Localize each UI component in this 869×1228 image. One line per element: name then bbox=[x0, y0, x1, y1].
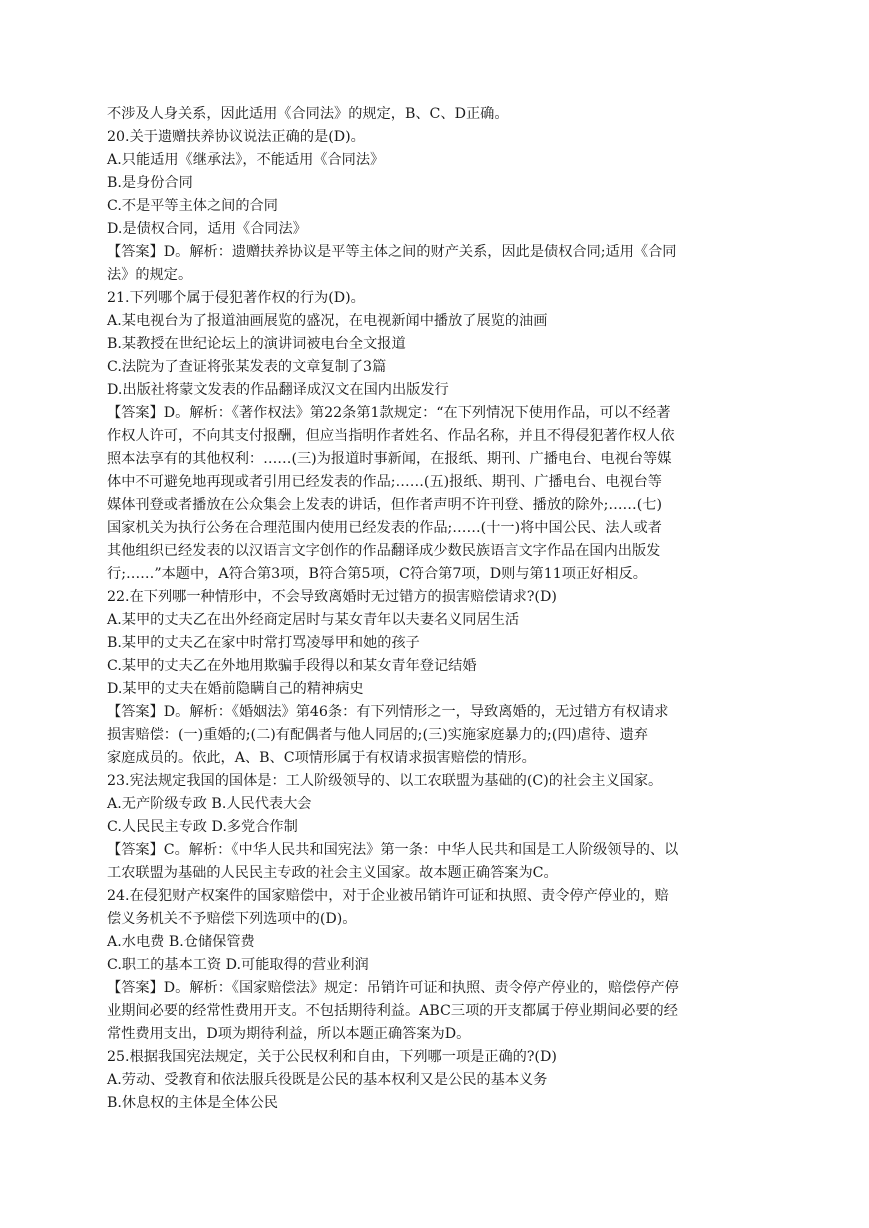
text-line: A.只能适用《继承法》，不能适用《合同法》 bbox=[107, 152, 385, 168]
text-line: 24.在侵犯财产权案件的国家赔偿中，对于企业被吊销许可证和执照、责令停产停业的，赔 bbox=[107, 888, 669, 904]
text-line: 照本法享有的其他权利：……(三)为报道时事新闻，在报纸、期刊、广播电台、电视台等媒 bbox=[107, 451, 672, 467]
text-line: B.休息权的主体是全体公民 bbox=[107, 1095, 278, 1111]
text-line: 家庭成员的。依此，A、B、C项情形属于有权请求损害赔偿的情形。 bbox=[107, 750, 536, 766]
text-line: 22.在下列哪一种情形中，不会导致离婚时无过错方的损害赔偿请求?(D) bbox=[107, 589, 557, 605]
text-line: C.职工的基本工资 D.可能取得的营业利润 bbox=[107, 957, 369, 973]
text-line: C.法院为了查证将张某发表的文章复制了3篇 bbox=[107, 359, 387, 375]
text-line: B.某甲的丈夫乙在家中时常打骂凌辱甲和她的孩子 bbox=[107, 635, 420, 651]
text-line: 其他组织已经发表的以汉语言文字创作的作品翻译成少数民族语言文字作品在国内出版发 bbox=[107, 543, 661, 559]
text-line: D.某甲的丈夫在婚前隐瞒自己的精神病史 bbox=[107, 681, 364, 697]
text-line: 【答案】C。解析：《中华人民共和国宪法》第一条：中华人民共和国是工人阶级领导的、以 bbox=[107, 842, 679, 858]
text-line: 25.根据我国宪法规定，关于公民权利和自由，下列哪一项是正确的?(D) bbox=[107, 1049, 557, 1065]
text-line: 工农联盟为基础的人民民主专政的社会主义国家。故本题正确答案为C。 bbox=[107, 865, 558, 881]
text-line: 媒体刊登或者播放在公众集会上发表的讲话，但作者声明不许刊登、播放的除外;……(七) bbox=[107, 497, 662, 513]
text-line: 【答案】D。解析：《著作权法》第22条第1款规定：“在下列情况下使用作品，可以不经著 bbox=[107, 405, 671, 421]
text-line: 偿义务机关不予赔偿下列选项中的(D)。 bbox=[107, 911, 357, 927]
text-line: A.劳动、受教育和依法服兵役既是公民的基本权利又是公民的基本义务 bbox=[107, 1072, 548, 1088]
text-line: B.是身份合同 bbox=[107, 175, 193, 191]
text-line: A.水电费 B.仓储保管费 bbox=[107, 934, 255, 950]
document-page bbox=[107, 103, 771, 1115]
text-line: C.人民民主专政 D.多党合作制 bbox=[107, 819, 298, 835]
text-line: 国家机关为执行公务在合理范围内使用已经发表的作品;……(十一)将中国公民、法人或者 bbox=[107, 520, 662, 536]
text-line: 体中不可避免地再现或者引用已经发表的作品;……(五)报纸、期刊、广播电台、电视台等 bbox=[107, 474, 662, 490]
text-line: B.某教授在世纪论坛上的演讲词被电台全文报道 bbox=[107, 336, 406, 352]
text-line: C.不是平等主体之间的合同 bbox=[107, 198, 278, 214]
text-line: 行;……”本题中，A符合第3项，B符合第5项，C符合第7项，D则与第11项正好相反。 bbox=[107, 566, 647, 582]
text-line: 不涉及人身关系，因此适用《合同法》的规定，B、C、D正确。 bbox=[107, 106, 509, 122]
text-line: D.是债权合同，适用《合同法》 bbox=[107, 221, 307, 237]
text-line: 21.下列哪个属于侵犯著作权的行为(D)。 bbox=[107, 290, 365, 306]
text-line: 常性费用支出，D项为期待利益，所以本题正确答案为D。 bbox=[107, 1026, 471, 1042]
text-line: 23.宪法规定我国的国体是：工人阶级领导的、以工农联盟为基础的(C)的社会主义国家。 bbox=[107, 773, 663, 789]
text-line: C.某甲的丈夫乙在外地用欺骗手段得以和某女青年登记结婚 bbox=[107, 658, 477, 674]
text-line: 损害赔偿：(一)重婚的;(二)有配偶者与他人同居的;(三)实施家庭暴力的;(四)虐待、遗弃 bbox=[107, 727, 648, 743]
text-line: 业期间必要的经常性费用开支。不包括期待利益。ABC三项的开支都属于停业期间必要的经 bbox=[107, 1003, 678, 1019]
text-line: 【答案】D。解析：遗赠扶养协议是平等主体之间的财产关系，因此是债权合同;适用《合同 bbox=[107, 244, 677, 260]
text-line: A.某甲的丈夫乙在出外经商定居时与某女青年以夫妻名义同居生活 bbox=[107, 612, 520, 628]
text-line: 【答案】D。解析：《国家赔偿法》规定：吊销许可证和执照、责令停产停业的，赔偿停产停 bbox=[107, 980, 679, 996]
text-line: 法》的规定。 bbox=[107, 267, 193, 283]
text-line: 20.关于遗赠扶养协议说法正确的是(D)。 bbox=[107, 129, 365, 145]
text-line: 【答案】D。解析：《婚姻法》第46条：有下列情形之一，导致离婚的，无过错方有权请求 bbox=[107, 704, 669, 720]
text-line: A.某电视台为了报道油画展览的盛况，在电视新闻中播放了展览的油画 bbox=[107, 313, 548, 329]
text-line: D.出版社将蒙文发表的作品翻译成汉文在国内出版发行 bbox=[107, 382, 449, 398]
text-line: 作权人许可，不向其支付报酬，但应当指明作者姓名、作品名称，并且不得侵犯著作权人依 bbox=[107, 428, 675, 444]
text-line: A.无产阶级专政 B.人民代表大会 bbox=[107, 796, 312, 812]
